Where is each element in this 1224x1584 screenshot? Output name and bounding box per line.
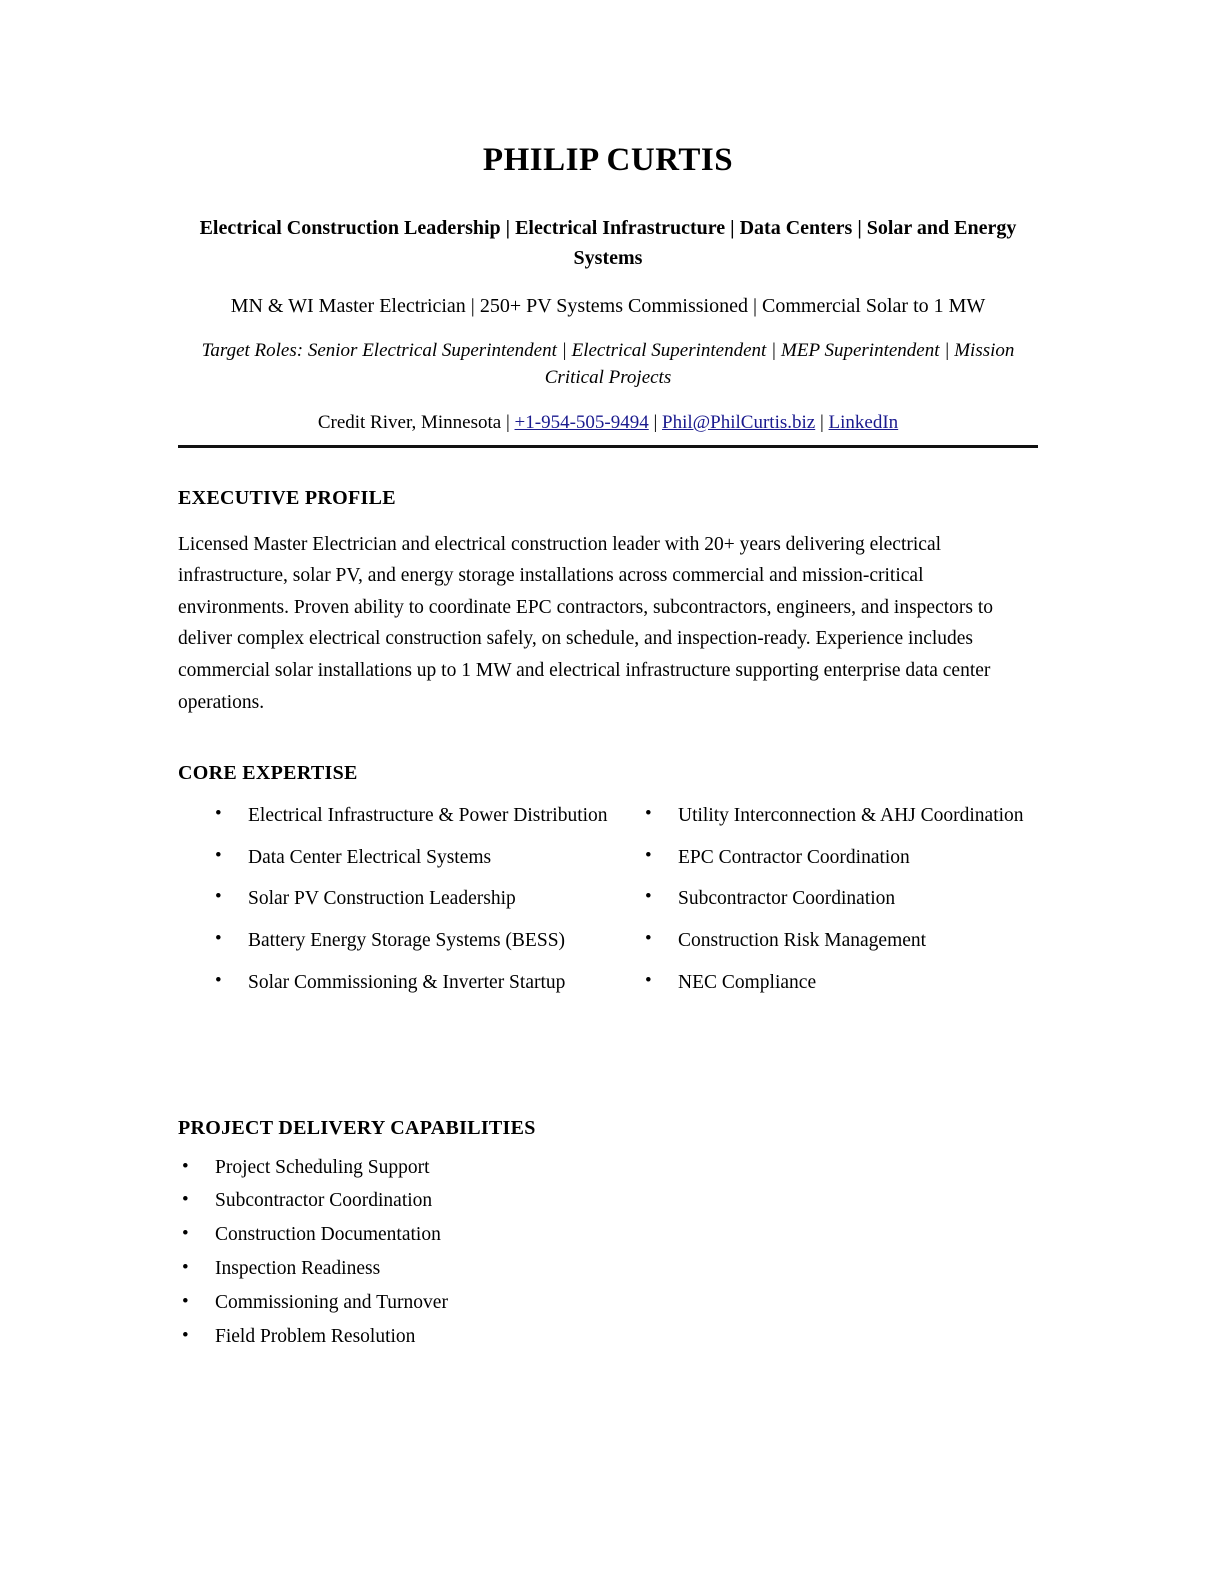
list-item: • Commissioning and Turnover (182, 1290, 1038, 1317)
email-link[interactable]: Phil@PhilCurtis.biz (662, 412, 816, 434)
list-item: • Project Scheduling Support (182, 1155, 1038, 1182)
target-roles-line: Target Roles: Senior Electrical Superintendent | Electrical Superintendent | MEP Superintendent | Mission Critical Projects (201, 339, 1015, 389)
list-item: • Field Problem Resolution (182, 1324, 1038, 1351)
core-expertise-right-column (608, 802, 1038, 1010)
contact-line (178, 392, 1038, 437)
list-item: • Utility Interconnection & AHJ Coordination (645, 802, 1038, 830)
list-item: • EPC Contractor Coordination (645, 844, 1038, 872)
list-item: • Construction Documentation (182, 1222, 1038, 1249)
contact-separator-2: | (648, 412, 663, 434)
section-heading-core-expertise: CORE EXPERTISE (178, 762, 358, 785)
credentials-line: MN & WI Master Electrician | 250+ PV Systems Commissioned | Commercial Solar to 1 MW (230, 294, 986, 317)
linkedin-link[interactable]: LinkedIn (828, 412, 899, 434)
contact-location: Credit River, Minnesota (317, 412, 502, 434)
list-item: • Electrical Infrastructure & Power Distribution (215, 802, 608, 830)
core-expertise-columns (178, 785, 1038, 1010)
section-heading-project-delivery: PROJECT DELIVERY CAPABILITIES (178, 1116, 536, 1139)
core-expertise-right-list (645, 802, 1038, 996)
section-heading-executive-profile: EXECUTIVE PROFILE (178, 486, 396, 509)
project-delivery-list (182, 1155, 1038, 1351)
list-item: • Data Center Electrical Systems (215, 844, 608, 872)
headline-tagline: Electrical Construction Leadership | Electrical Infrastructure | Data Centers | Solar and Energy Systems (199, 216, 1017, 269)
page-title: PHILIP CURTIS (482, 142, 734, 178)
list-item: • Subcontractor Coordination (645, 885, 1038, 913)
list-item: • Solar PV Construction Leadership (215, 885, 608, 913)
contact-separator-1: | (501, 412, 515, 434)
executive-profile-paragraph: Licensed Master Electrician and electrical construction leader with 20+ years delivering electrical infrastructure, solar PV, and energy storage installations across commercial and mission-critical environments. Proven ability to coordinate EPC contractors, subcontractors, engineers, and inspectors to deliver complex electrical construction safely, on schedule, and inspection-ready. Experience includes commercial solar installations up to 1 MW and electrical infrastructure supporting enterprise data center operations. (178, 533, 994, 713)
list-item: • Solar Commissioning & Inverter Startup (215, 969, 608, 997)
project-delivery-list-wrapper (178, 1140, 1038, 1351)
phone-link[interactable]: +1-954-505-9494 (514, 412, 649, 434)
contact-separator-3: | (815, 412, 829, 434)
list-item: • Construction Risk Management (645, 927, 1038, 955)
list-item: • NEC Compliance (645, 969, 1038, 997)
resume-content (178, 0, 1038, 1358)
list-item: • Battery Energy Storage Systems (BESS) (215, 927, 608, 955)
list-item: • Subcontractor Coordination (182, 1188, 1038, 1215)
core-expertise-left-list (215, 802, 608, 996)
core-expertise-left-column (178, 802, 608, 1010)
list-item: • Inspection Readiness (182, 1256, 1038, 1283)
